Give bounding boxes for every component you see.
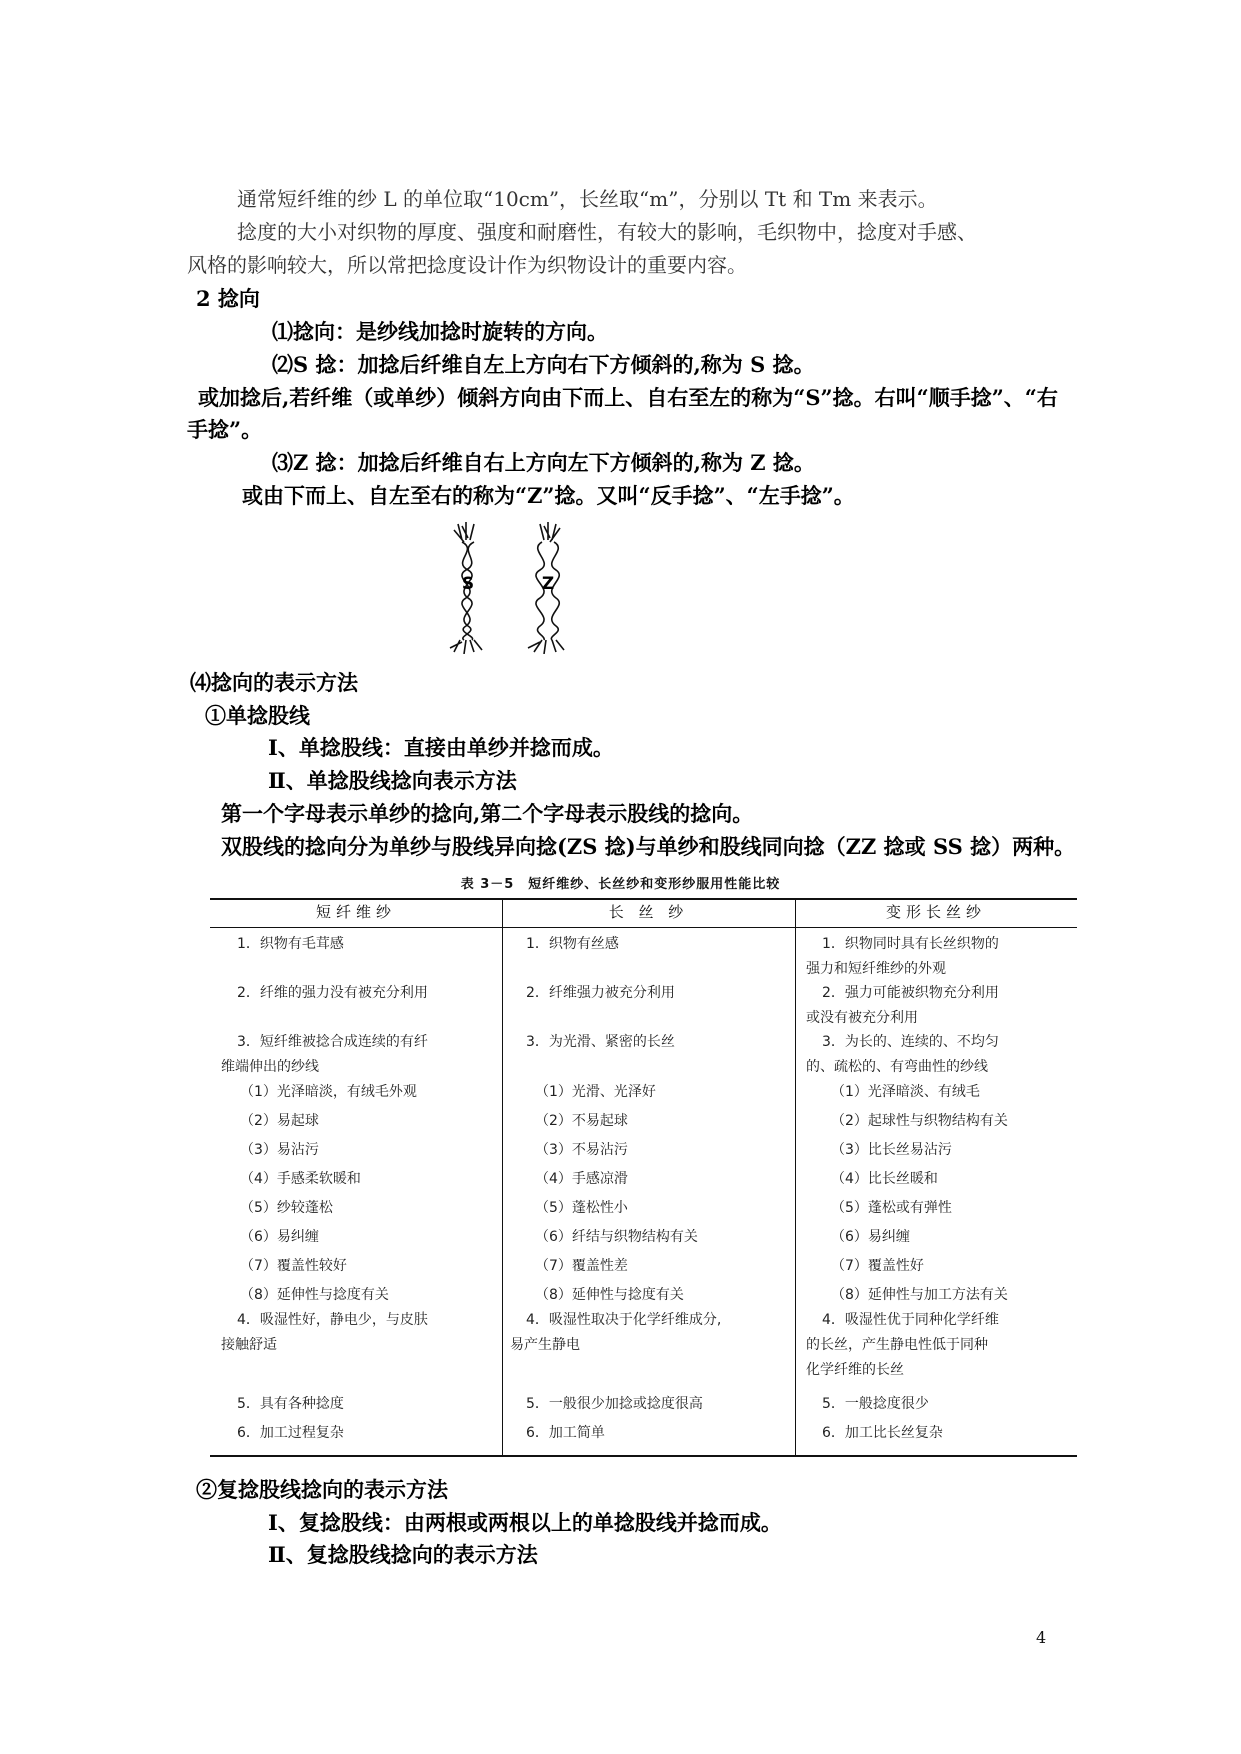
table-cell: 4．吸湿性取决于化学纤维成分, (526, 1312, 722, 1328)
table-cell: 的长丝，产生静电性低于同种 (806, 1337, 988, 1353)
table-cell: （6）易纠缠 (240, 1229, 319, 1245)
table-cell: 化学纤维的长丝 (806, 1362, 904, 1378)
table-cell: （6）纤结与织物结构有关 (535, 1229, 698, 1245)
table-cell: （3）不易沾污 (535, 1142, 628, 1158)
table-cell: （6）易纠缠 (831, 1229, 910, 1245)
table-cell: （7）覆盖性好 (831, 1258, 924, 1274)
table-header-staple-yarn: 短纤维纱 (315, 903, 396, 921)
single-ply-item-1: Ⅰ、单捻股线：直接由单纱并捻而成。 (268, 735, 614, 760)
table-cell: （3）比长丝易沾污 (831, 1142, 952, 1158)
table-cell: 易产生静电 (510, 1337, 580, 1353)
table-cell: 或没有被充分利用 (806, 1010, 918, 1026)
table-cell: （2）起球性与织物结构有关 (831, 1113, 1008, 1129)
table-cell: （8）延伸性与捻度有关 (535, 1287, 684, 1303)
table-cell: 3．为光滑、紧密的长丝 (526, 1034, 675, 1050)
table-cell: （4）比长丝暖和 (831, 1171, 938, 1187)
table-cell: 3．短纤维被捻合成连续的有纤 (237, 1034, 428, 1050)
table-cell: 5．一般很少加捻或捻度很高 (526, 1396, 703, 1412)
table-cell: （5）蓬松性小 (535, 1200, 628, 1216)
table-cell: 强力和短纤维纱的外观 (806, 961, 946, 977)
section-heading-twist-direction: 2 捻向 (196, 286, 260, 311)
z-twist-alt: 或由下而上、自左至右的称为“Z”捻。又叫“反手捻”、“左手捻”。 (242, 483, 855, 508)
table-cell: 4．吸湿性优于同种化学纤维 (822, 1312, 999, 1328)
table-cell: （1）光泽暗淡，有绒毛外观 (240, 1084, 417, 1100)
table-cell: （7）覆盖性差 (535, 1258, 628, 1274)
multi-ply-item-1: Ⅰ、复捻股线：由两根或两根以上的单捻股线并捻而成。 (268, 1510, 782, 1535)
table-cell: （7）覆盖性较好 (240, 1258, 347, 1274)
table-header-filament-yarn: 长 丝 纱 (608, 903, 689, 921)
table-cell: 2．强力可能被织物充分利用 (822, 985, 999, 1001)
table-cell: 1．织物有毛茸感 (237, 936, 344, 952)
table-cell: （5）纱较蓬松 (240, 1200, 333, 1216)
intro-line-2: 捻度的大小对织物的厚度、强度和耐磨性，有较大的影响，毛织物中，捻度对手感、 (237, 220, 977, 244)
table-cell: 维端伸出的纱线 (221, 1059, 319, 1075)
table-cell: （4）手感柔软暖和 (240, 1171, 361, 1187)
single-ply-heading: ①单捻股线 (205, 703, 310, 728)
table-cell: 2．纤维的强力没有被充分利用 (237, 985, 428, 1001)
table-cell: 6．加工过程复杂 (237, 1425, 344, 1441)
table-cell: （3）易沾污 (240, 1142, 319, 1158)
table-cell: （2）不易起球 (535, 1113, 628, 1129)
s-twist-alt-line-2: 手捻”。 (187, 417, 263, 442)
intro-line-3: 风格的影响较大，所以常把捻度设计作为织物设计的重要内容。 (187, 253, 747, 277)
s-twist-alt-line-1: 或加捻后,若纤维（或单纱）倾斜方向由下而上、自右至左的称为“S”捻。右叫“顺手捻”、“右 (198, 385, 1058, 410)
table-cell: 1．织物有丝感 (526, 936, 619, 952)
table-header-rule (210, 927, 1077, 928)
table-cell: 接触舒适 (221, 1337, 277, 1353)
notation-note-2: 双股线的捻向分为单纱与股线异向捻(ZS 捻)与单纱和股线同向捻（ZZ 捻或 SS 捻）两种。 (221, 834, 1076, 859)
single-ply-item-2: Ⅱ、单捻股线捻向表示方法 (268, 768, 517, 793)
table-cell: 5．一般捻度很少 (822, 1396, 929, 1412)
z-twist-label: Z (541, 574, 555, 594)
twist-direction-definition: ⑴捻向：是纱线加捻时旋转的方向。 (272, 319, 608, 344)
section-heading-notation: ⑷捻向的表示方法 (190, 670, 358, 695)
table-cell: （8）延伸性与加工方法有关 (831, 1287, 1008, 1303)
page-number: 4 (1036, 1628, 1047, 1647)
table-cell: 4．吸湿性好，静电少，与皮肤 (237, 1312, 428, 1328)
table-cell: 3．为长的、连续的、不均匀 (822, 1034, 999, 1050)
s-twist-definition: ⑵S 捻：加捻后纤维自左上方向右下方倾斜的,称为 S 捻。 (272, 352, 815, 377)
table-caption: 表 3－5 短纤维纱、长丝纱和变形纱服用性能比较 (460, 877, 781, 892)
twist-direction-figure (448, 522, 574, 654)
multi-ply-heading: ②复捻股线捻向的表示方法 (196, 1477, 448, 1502)
table-cell: 2．纤维强力被充分利用 (526, 985, 675, 1001)
table-cell: （4）手感凉滑 (535, 1171, 628, 1187)
table-cell: 的、疏松的、有弯曲性的纱线 (806, 1059, 988, 1075)
table-cell: 5．具有各种捻度 (237, 1396, 344, 1412)
table-cell: （2）易起球 (240, 1113, 319, 1129)
notation-note-1: 第一个字母表示单纱的捻向,第二个字母表示股线的捻向。 (221, 801, 754, 826)
table-cell: （1）光泽暗淡、有绒毛 (831, 1084, 980, 1100)
z-twist-definition: ⑶Z 捻：加捻后纤维自右上方向左下方倾斜的,称为 Z 捻。 (272, 450, 815, 475)
table-cell: 6．加工简单 (526, 1425, 605, 1441)
intro-line-1: 通常短纤维的纱 L 的单位取“10cm”，长丝取“m”，分别以 Tt 和 Tm 来表示。 (237, 187, 938, 211)
table-cell: （8）延伸性与捻度有关 (240, 1287, 389, 1303)
table-column-divider (502, 898, 503, 1455)
table-bottom-rule (210, 1455, 1077, 1457)
table-cell: （1）光滑、光泽好 (535, 1084, 656, 1100)
table-column-divider (795, 898, 796, 1455)
table-cell: 1．织物同时具有长丝织物的 (822, 936, 999, 952)
s-twist-label: S (461, 574, 475, 594)
table-cell: 6．加工比长丝复杂 (822, 1425, 943, 1441)
table-header-textured-yarn: 变形长丝纱 (885, 903, 986, 921)
table-cell: （5）蓬松或有弹性 (831, 1200, 952, 1216)
multi-ply-item-2: Ⅱ、复捻股线捻向的表示方法 (268, 1542, 538, 1567)
